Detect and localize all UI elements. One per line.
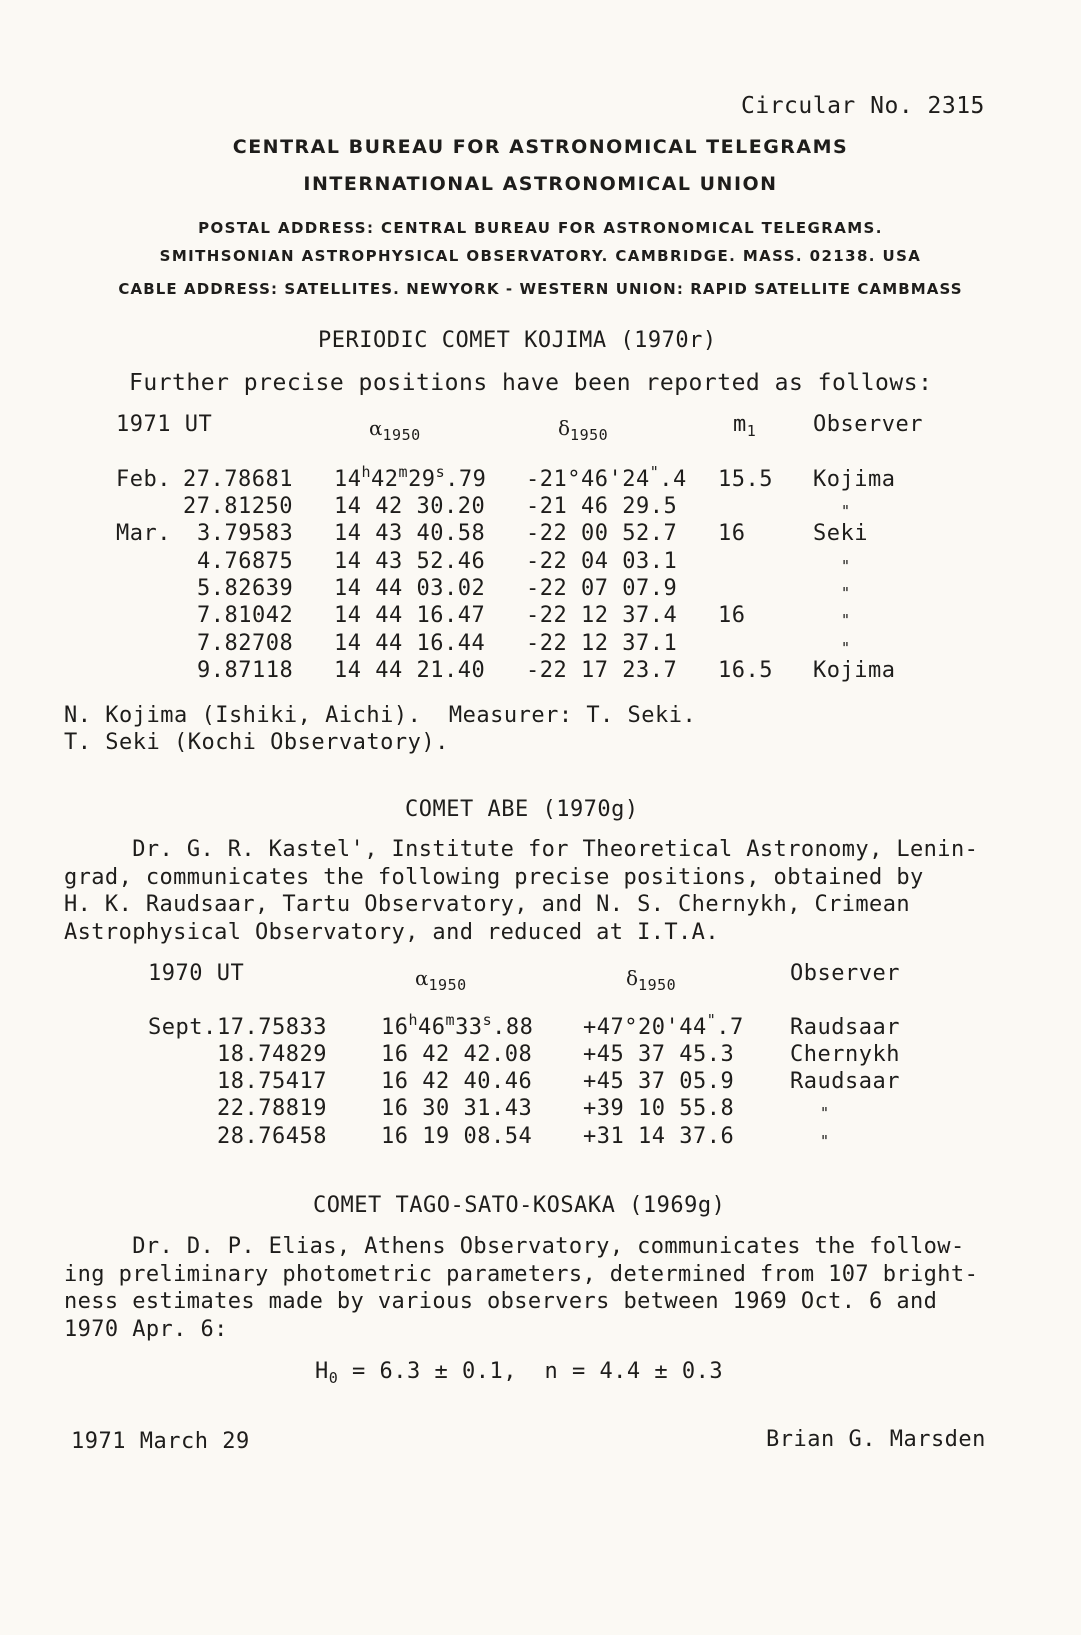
kojima-col-observer: Observer — [813, 412, 923, 437]
row-declination: +39 10 55.8 — [583, 1096, 735, 1121]
row-declination: -22 07 07.9 — [526, 576, 678, 601]
kojima-col-delta: $\delta_{1950}$ — [558, 416, 609, 444]
row-day: 22.78819 — [217, 1096, 327, 1121]
row-day: 18.74829 — [217, 1042, 327, 1067]
row-declination: +47°20'44".7 — [583, 1011, 744, 1040]
row-day: 28.76458 — [217, 1124, 327, 1149]
row-day: 5.82639 — [197, 576, 294, 601]
circular-number: Circular No. 2315 — [741, 93, 985, 119]
row-declination: -22 17 23.7 — [526, 658, 678, 683]
row-declination: -21 46 29.5 — [526, 494, 678, 519]
row-day: 7.81042 — [197, 603, 294, 628]
row-right-ascension: 14$^h$42$^m$29$^s$.79 — [334, 463, 487, 492]
row-observer: Raudsaar — [790, 1069, 900, 1094]
row-magnitude: 15.5 — [718, 467, 773, 492]
header-cable-address: CABLE ADDRESS: SATELLITES. NEWYORK - WESTERN UNION: RAPID SATELLITE CAMBMASS — [118, 280, 963, 298]
row-declination: -22 12 37.1 — [526, 631, 678, 656]
row-observer: " — [841, 584, 851, 602]
row-observer: " — [841, 502, 851, 520]
row-right-ascension: 14 43 52.46 — [334, 549, 486, 574]
kojima-col-mag: $m_1$ — [733, 412, 757, 440]
row-right-ascension: 14 42 30.20 — [334, 494, 486, 519]
row-observer: Seki — [813, 521, 868, 546]
row-observer: " — [841, 639, 851, 657]
row-right-ascension: 16 42 42.08 — [381, 1042, 533, 1067]
row-right-ascension: 16 19 08.54 — [381, 1124, 533, 1149]
row-day: 17.75833 — [217, 1015, 327, 1040]
kojima-title: PERIODIC COMET KOJIMA (1970r) — [318, 328, 717, 353]
row-declination: +31 14 37.6 — [583, 1124, 735, 1149]
row-month: Sept. — [148, 1015, 217, 1040]
row-magnitude: 16 — [718, 603, 746, 628]
abe-col-alpha: $\alpha_{1950}$ — [415, 966, 467, 994]
row-magnitude: 16 — [718, 521, 746, 546]
row-day: 3.79583 — [197, 521, 294, 546]
tago-title: COMET TAGO-SATO-KOSAKA (1969g) — [313, 1193, 726, 1218]
kojima-note-seki: T. Seki (Kochi Observatory). — [64, 730, 449, 755]
tago-formula: $H_0 = 6.3 \pm 0.1$, n = 4.4 ± 0.3 — [315, 1359, 724, 1387]
row-month: Feb. — [116, 467, 171, 492]
row-declination: +45 37 05.9 — [583, 1069, 735, 1094]
row-day: 4.76875 — [197, 549, 294, 574]
row-observer: " — [841, 611, 851, 629]
header-postal-address: POSTAL ADDRESS: CENTRAL BUREAU FOR ASTRONOMICAL TELEGRAMS. — [198, 219, 883, 237]
abe-title: COMET ABE (1970g) — [405, 797, 639, 822]
row-observer: " — [841, 557, 851, 575]
row-right-ascension: 14 44 03.02 — [334, 576, 486, 601]
header-union-name: INTERNATIONAL ASTRONOMICAL UNION — [303, 173, 778, 195]
row-right-ascension: 16 42 40.46 — [381, 1069, 533, 1094]
row-day: 18.75417 — [217, 1069, 327, 1094]
row-day: 27.78681 — [183, 467, 293, 492]
row-right-ascension: 14 44 16.47 — [334, 603, 486, 628]
kojima-col-time: 1971 UT — [116, 412, 213, 437]
abe-paragraph: Dr. G. R. Kastel', Institute for Theoretical Astronomy, Lenin- grad, communicates the following precise positions, obtained by H. K. Raudsaar, Tartu Observatory, and N. S. Chernykh, Crimean Astrophysical Observatory, and reduced at I.T.A. — [64, 837, 979, 945]
header-bureau-name: CENTRAL BUREAU FOR ASTRONOMICAL TELEGRAMS — [232, 136, 849, 158]
row-declination: -22 00 52.7 — [526, 521, 678, 546]
row-day: 9.87118 — [197, 658, 294, 683]
row-observer: Kojima — [813, 467, 896, 492]
footer-signature: Brian G. Marsden — [766, 1427, 986, 1452]
abe-col-time: 1970 UT — [148, 961, 245, 986]
tago-paragraph: Dr. D. P. Elias, Athens Observatory, communicates the follow- ing preliminary photometric parameters, determined from 107 bright- ness estimates made by various observers between 1969 Oct. 6 and 1970 Apr. 6: — [64, 1234, 979, 1342]
kojima-note-observers: N. Kojima (Ishiki, Aichi). Measurer: T. Seki. — [64, 703, 697, 728]
row-right-ascension: 14 44 21.40 — [334, 658, 486, 683]
row-declination: +45 37 45.3 — [583, 1042, 735, 1067]
row-declination: -22 04 03.1 — [526, 549, 678, 574]
kojima-intro: Further precise positions have been reported as follows: — [129, 370, 933, 396]
row-declination: -21°46'24".4 — [526, 463, 687, 492]
row-right-ascension: 14 44 16.44 — [334, 631, 486, 656]
row-day: 7.82708 — [197, 631, 294, 656]
row-observer: " — [820, 1104, 830, 1122]
row-observer: " — [820, 1132, 830, 1150]
row-observer: Chernykh — [790, 1042, 900, 1067]
row-right-ascension: 14 43 40.58 — [334, 521, 486, 546]
row-right-ascension: 16$^h$46$^m$33$^s$.88 — [381, 1011, 534, 1040]
row-day: 27.81250 — [183, 494, 293, 519]
abe-col-observer: Observer — [790, 961, 900, 986]
row-right-ascension: 16 30 31.43 — [381, 1096, 533, 1121]
abe-col-delta: $\delta_{1950}$ — [626, 966, 677, 994]
row-observer: Kojima — [813, 658, 896, 683]
row-observer: Raudsaar — [790, 1015, 900, 1040]
row-month: Mar. — [116, 521, 171, 546]
row-magnitude: 16.5 — [718, 658, 773, 683]
footer-date: 1971 March 29 — [71, 1429, 250, 1454]
header-observatory-address: SMITHSONIAN ASTROPHYSICAL OBSERVATORY. CAMBRIDGE. MASS. 02138. USA — [159, 247, 922, 265]
row-declination: -22 12 37.4 — [526, 603, 678, 628]
kojima-col-alpha: $\alpha_{1950}$ — [369, 416, 421, 444]
